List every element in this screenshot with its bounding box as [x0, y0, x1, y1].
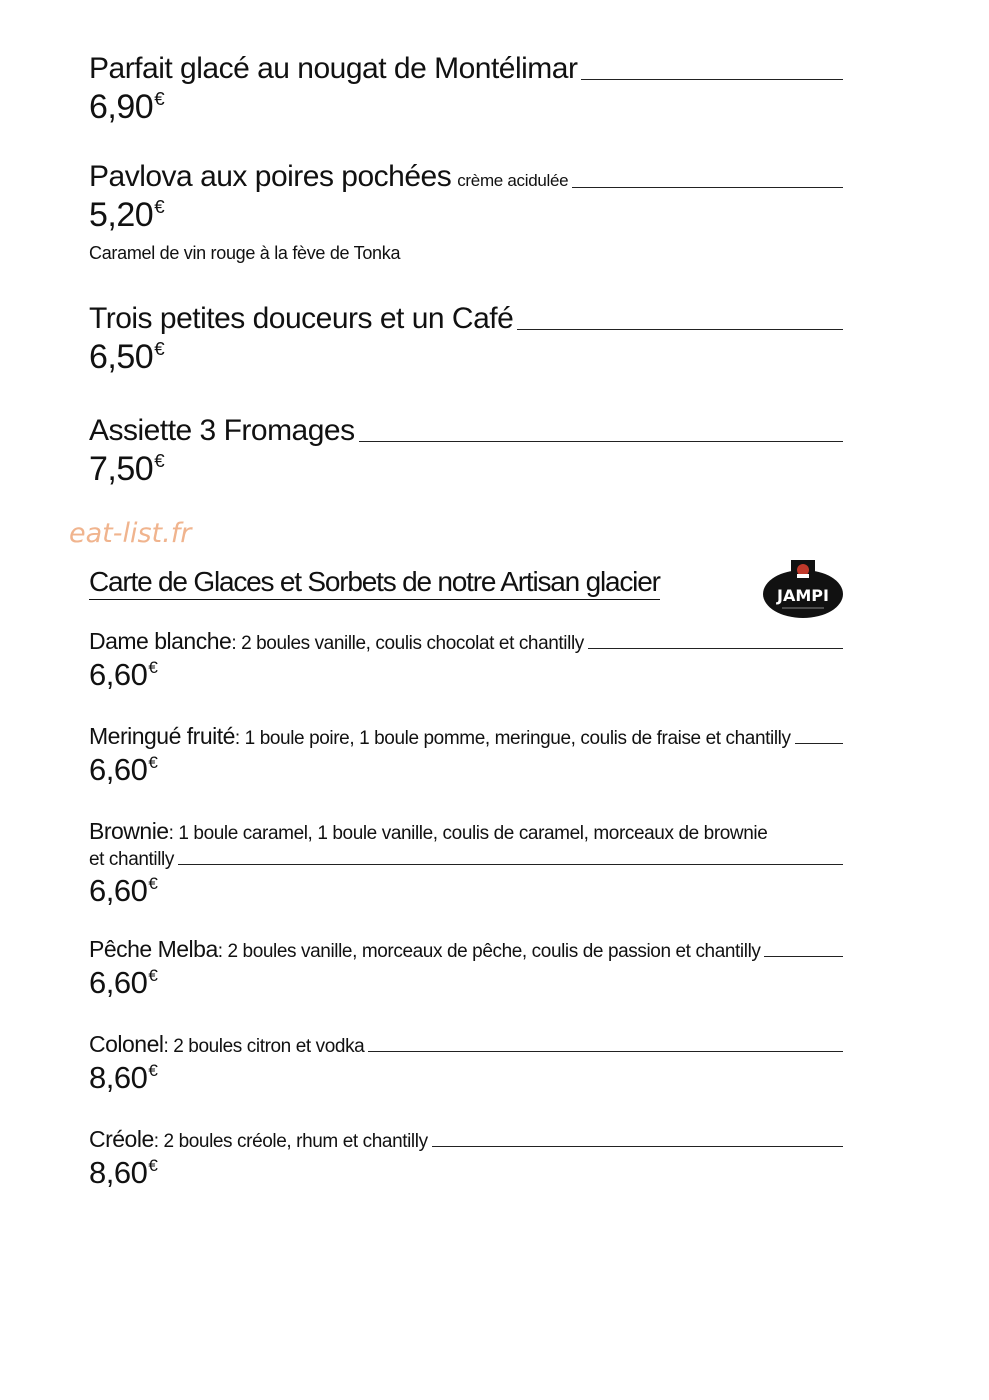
item-name: Meringué fruité	[89, 723, 235, 749]
dotted-leader	[368, 1051, 843, 1052]
item-name: Créole	[89, 1126, 154, 1152]
item-price: 5,20€	[89, 196, 165, 235]
glace-item-creole	[89, 1126, 843, 1191]
watermark: eat-list.fr	[69, 518, 192, 549]
item-name: Colonel	[89, 1031, 164, 1057]
glace-item-dame-blanche	[89, 628, 843, 693]
item-desc-continued: et chantilly	[89, 849, 174, 870]
item-name: Trois petites douceurs et un Café	[89, 302, 514, 335]
item-name: Pêche Melba	[89, 936, 218, 962]
item-name: Dame blanche	[89, 628, 232, 654]
item-price: 8,60€	[89, 1060, 158, 1095]
item-price: 6,60€	[89, 657, 158, 692]
item-name: Parfait glacé au nougat de Montélimar	[89, 52, 578, 85]
menu-item-pavlova	[89, 160, 843, 264]
item-note: crème acidulée	[457, 171, 569, 190]
glace-item-peche-melba	[89, 936, 843, 1001]
dotted-leader	[517, 329, 843, 330]
dotted-leader	[581, 79, 843, 80]
item-desc: : 2 boules vanille, coulis chocolat et chantilly	[231, 633, 584, 654]
item-desc: : 2 boules citron et vodka	[163, 1036, 365, 1057]
item-desc: : 2 boules vanille, morceaux de pêche, coulis de passion et chantilly	[217, 941, 761, 962]
item-price: 6,60€	[89, 752, 158, 787]
menu-item-fromages	[89, 414, 843, 489]
item-name: Brownie	[89, 818, 169, 844]
dotted-leader	[178, 864, 843, 865]
item-price: 6,60€	[89, 873, 158, 908]
item-price: 6,60€	[89, 965, 158, 1000]
item-price: 7,50€	[89, 450, 165, 489]
glace-item-brownie	[89, 818, 843, 909]
menu-item-parfait	[89, 52, 843, 127]
item-subtitle: Caramel de vin rouge à la fève de Tonka	[89, 243, 401, 264]
item-name: Pavlova aux poires pochées	[89, 160, 452, 193]
glace-item-colonel	[89, 1031, 843, 1096]
item-price: 6,50€	[89, 338, 165, 377]
dotted-leader	[359, 441, 843, 442]
item-desc: : 1 boule caramel, 1 boule vanille, coulis de caramel, morceaux de brownie	[168, 823, 768, 844]
jampi-logo-icon	[762, 558, 844, 620]
logo-text: JAMPI	[777, 586, 829, 605]
dotted-leader	[764, 956, 843, 957]
dotted-leader	[588, 648, 843, 649]
dotted-leader	[795, 743, 843, 744]
item-desc: : 2 boules créole, rhum et chantilly	[153, 1131, 428, 1152]
section-title: Carte de Glaces et Sorbets de notre Artisan glacier	[89, 566, 660, 600]
dotted-leader	[572, 187, 843, 188]
item-name: Assiette 3 Fromages	[89, 414, 355, 447]
item-desc: : 1 boule poire, 1 boule pomme, meringue, coulis de fraise et chantilly	[234, 728, 791, 749]
item-price: 6,90€	[89, 88, 165, 127]
dotted-leader	[432, 1146, 843, 1147]
menu-item-douceurs	[89, 302, 843, 377]
item-price: 8,60€	[89, 1155, 158, 1190]
glace-item-meringue	[89, 723, 843, 788]
